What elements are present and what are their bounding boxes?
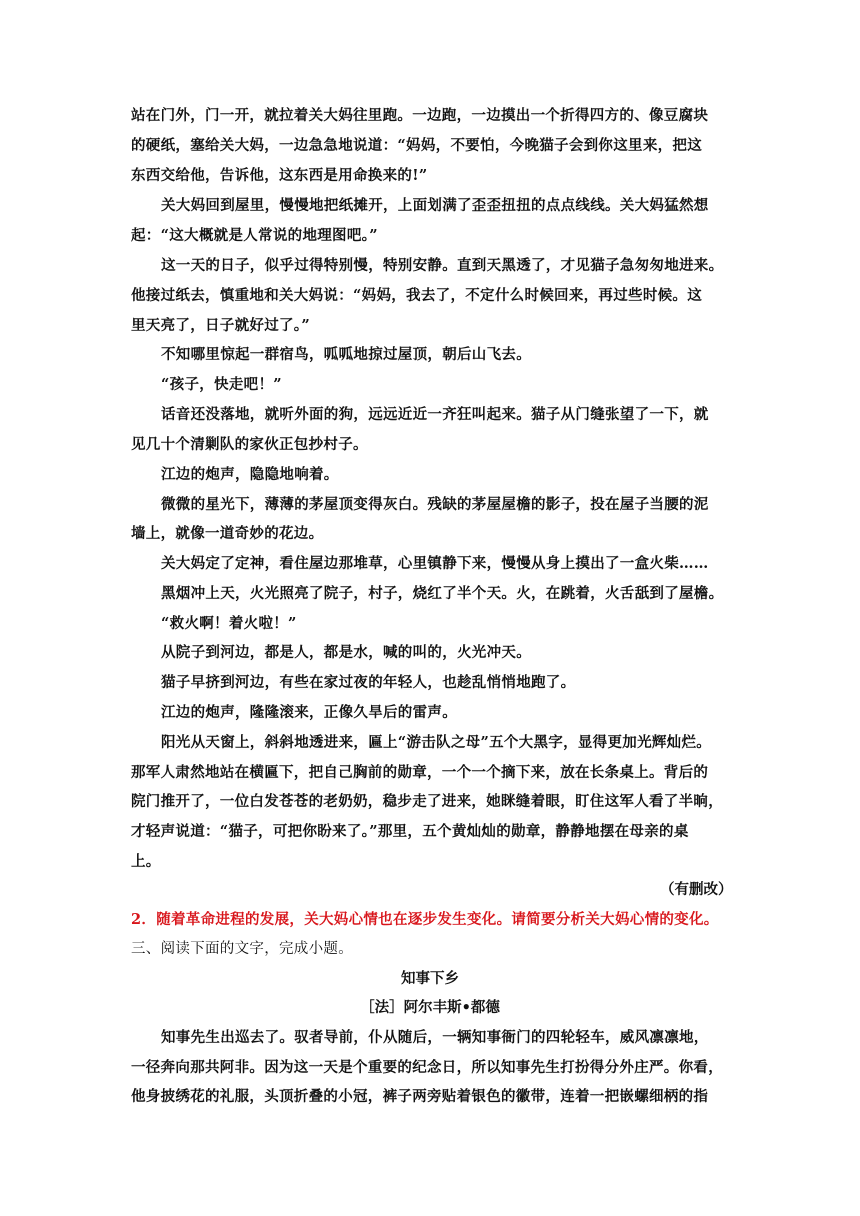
text-line: 东西交给他，告诉他，这东西是用命换来的!” bbox=[131, 167, 428, 184]
text-line: 站在门外，门一开，就拉着关大妈往里跑。一边跑，一边摸出一个折得四方的、像豆腐块 bbox=[131, 107, 709, 124]
question-2: 2．随着革命进程的发展，关大妈心情也在逐步发生变化。请简要分析关大妈心情的变化。 bbox=[131, 911, 719, 928]
text-line: 他身披绣花的礼服，头顶折叠的小冠，裤子两旁贴着银色的徽带，连着一把嵌螺细柄的指 bbox=[131, 1088, 709, 1105]
text-line: 从院子到河边，都是人，都是水，喊的叫的，火光冲天。 bbox=[161, 644, 531, 661]
text-line: 院门推开了，一位白发苍苍的老奶奶，稳步走了进来，她眯缝着眼，盯住这军人看了半晌， bbox=[131, 793, 723, 810]
story-title: 知事下乡 bbox=[401, 970, 459, 987]
text-line: “孩子，快走吧！” bbox=[161, 376, 282, 393]
text-line: 里天亮了，日子就好过了。” bbox=[131, 317, 310, 334]
source-note: （有删改） bbox=[660, 881, 733, 898]
text-line: 知事先生出巡去了。驭者导前，仆从随后，一辆知事衙门的四轮轻车，威风凛凛地， bbox=[161, 1029, 709, 1046]
text-line: 见几十个清剿队的家伙正包抄村子。 bbox=[131, 436, 368, 453]
text-line: 起：“这大概就是人常说的地理图吧。” bbox=[131, 227, 378, 244]
text-line: 不知哪里惊起一群宿鸟，呱呱地掠过屋顶，朝后山飞去。 bbox=[161, 346, 531, 363]
text-line: 阳光从天窗上，斜斜地透进来，匾上“游击队之母”五个大黑字，显得更加光辉灿烂。 bbox=[161, 734, 712, 751]
text-line: 江边的炮声，隆隆滚来，正像久旱后的雷声。 bbox=[161, 704, 457, 721]
text-line: 他接过纸去，慎重地和关大妈说：“妈妈，我去了，不定什么时候回来，再过些时候。这 bbox=[131, 287, 703, 304]
text-line: 一径奔向那共阿非。因为这一天是个重要的纪念日，所以知事先生打扮得分外庄严。你看， bbox=[131, 1059, 723, 1076]
text-line: 的硬纸，塞给关大妈，一边急急地说道：“妈妈，不要怕，今晚猫子会到你这里来，把这 bbox=[131, 137, 703, 154]
text-line: 关大妈定了定神，看住屋边那堆草，心里镇静下来，慢慢从身上摸出了一盒火柴…… bbox=[161, 555, 709, 572]
text-line: 这一天的日子，似乎过得特别慢，特别安静。直到天黑透了，才见猫子急匆匆地进来。 bbox=[161, 257, 724, 274]
section-heading: 三、阅读下面的文字，完成小题。 bbox=[131, 941, 353, 957]
text-line: 关大妈回到屋里，慢慢地把纸摊开，上面划满了歪歪扭扭的点点线线。关大妈猛然想 bbox=[161, 197, 709, 214]
text-line: 微微的星光下，薄薄的茅屋顶变得灰白。残缺的茅屋屋檐的影子，投在屋子当腰的泥 bbox=[161, 496, 709, 513]
text-line: 墙上，就像一道奇妙的花边。 bbox=[131, 525, 324, 542]
text-line: 话音还没落地，就听外面的狗，远远近近一齐狂叫起来。猫子从门缝张望了一下，就 bbox=[161, 406, 709, 423]
story-author: ［法］阿尔丰斯•都德 bbox=[360, 999, 500, 1016]
text-line: 猫子早挤到河边，有些在家过夜的年轻人，也趁乱悄悄地跑了。 bbox=[161, 674, 576, 691]
text-line: 江边的炮声，隐隐地响着。 bbox=[161, 466, 339, 483]
text-line: 那军人肃然地站在横匾下，把自己胸前的勋章，一个一个摘下来，放在长条桌上。背后的 bbox=[131, 764, 709, 781]
text-line: 黑烟冲上天，火光照亮了院子，村子，烧红了半个天。火，在跳着，火舌舐到了屋檐。 bbox=[161, 585, 724, 602]
text-line: 才轻声说道：“猫子，可把你盼来了。”那里，五个黄灿灿的勋章，静静地摆在母亲的桌 bbox=[131, 823, 689, 840]
text-line: 上。 bbox=[131, 853, 161, 870]
text-line: “救火啊！着火啦！” bbox=[161, 615, 297, 632]
